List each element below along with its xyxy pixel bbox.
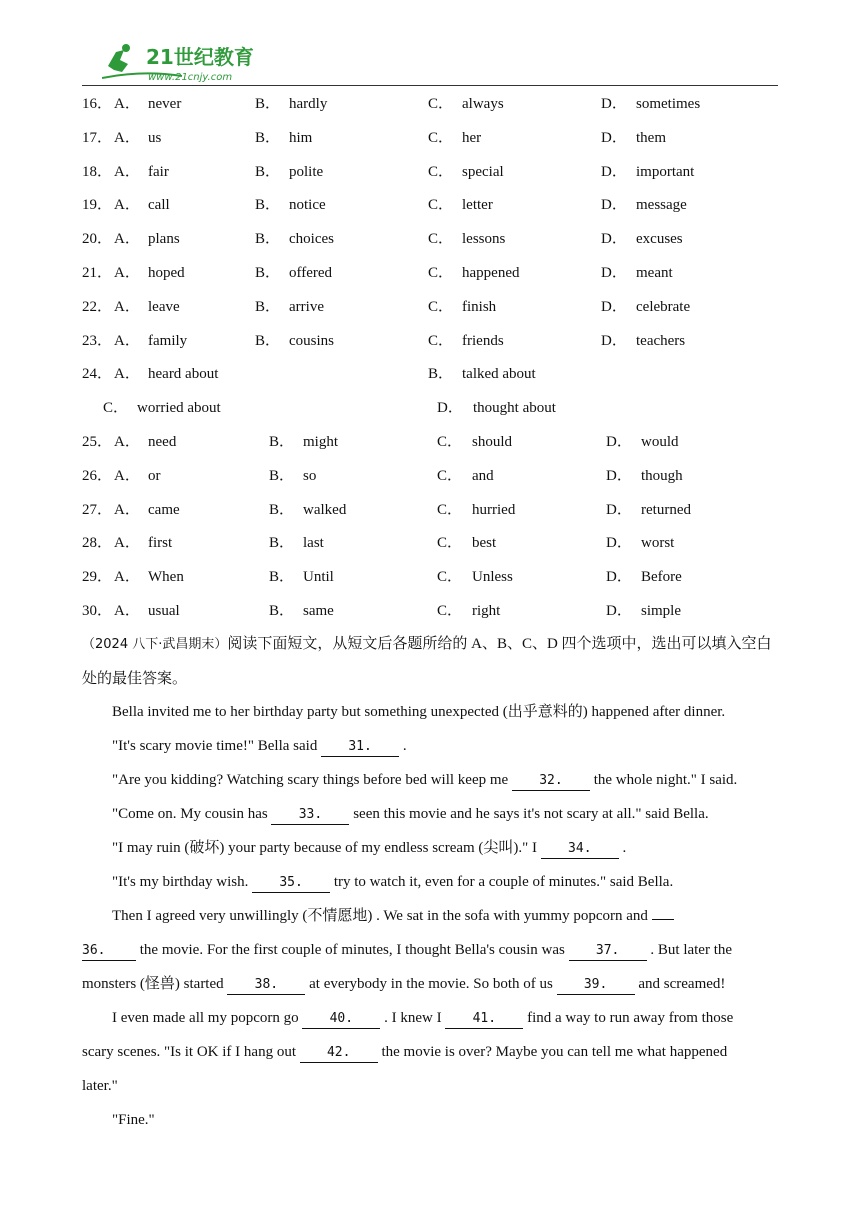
- option-letter: A．: [114, 129, 140, 146]
- option-letter: D．: [606, 467, 632, 484]
- option-letter: A．: [114, 163, 140, 180]
- option-text: happened: [462, 265, 520, 281]
- option-letter: D．: [601, 298, 627, 315]
- option-letter: B．: [255, 163, 281, 180]
- paragraph-text: "It's scary movie time!" Bella said: [112, 738, 322, 754]
- option-letter: C．: [103, 400, 129, 416]
- option-letter: B．: [269, 603, 295, 619]
- option-text: need: [148, 434, 177, 450]
- logo-icon: [102, 40, 272, 84]
- paragraph-text: "I may ruin (破坏) your party because of my endless scream (尖叫)." I: [112, 840, 541, 856]
- instruction-text: 阅读下面短文，从短文后各题所给的 A、B、C、D 四个选项中，选出可以填入空白处的最佳答案。: [82, 636, 772, 687]
- option-text: sometimes: [636, 96, 701, 112]
- option-text: teachers: [636, 332, 686, 349]
- blank-36-start: [652, 919, 674, 920]
- option-letter: A．: [114, 332, 140, 349]
- question-number: 17．: [82, 129, 113, 146]
- paragraph-text: "Are you kidding? Watching scary things before bed will keep me: [112, 772, 512, 788]
- blank-31: 31.: [321, 738, 399, 757]
- option-letter: A．: [114, 366, 140, 382]
- blank-32: 32.: [512, 772, 590, 791]
- page-header: [82, 40, 778, 86]
- blank-37: 37.: [569, 942, 647, 961]
- passage-paragraph-cont: [82, 933, 782, 967]
- option-text: talked about: [462, 366, 536, 382]
- option-text: last: [303, 535, 324, 552]
- option-letter: A．: [114, 231, 140, 248]
- passage-paragraph: [82, 1001, 812, 1035]
- option-text: them: [636, 129, 666, 146]
- option-letter: A．: [114, 434, 140, 450]
- option-text: fair: [148, 163, 169, 180]
- option-text: her: [462, 129, 482, 146]
- passage-paragraph-cont: [82, 1035, 782, 1069]
- option-text: excuses: [636, 231, 683, 248]
- paragraph-text: "It's my birthday wish.: [112, 874, 253, 890]
- paragraph-text: seen this movie and he says it's not scary at all." said Bella.: [349, 806, 709, 822]
- logo-subtext: www.21cnjy.com: [148, 72, 233, 83]
- paragraph-text: . But later the: [646, 942, 733, 958]
- option-text: should: [472, 434, 513, 450]
- option-text: important: [636, 163, 695, 180]
- paragraph-text: Then I agreed very unwillingly (不情愿地) . We sat in the sofa with yummy popcorn and: [112, 908, 652, 924]
- option-text: letter: [462, 197, 493, 214]
- option-text: leave: [148, 298, 180, 315]
- option-letter: D．: [601, 231, 627, 248]
- option-letter: C．: [428, 96, 454, 112]
- option-letter: A．: [114, 265, 140, 281]
- option-letter: D．: [606, 603, 632, 619]
- question-number: 21．: [82, 265, 113, 281]
- passage-paragraph: [82, 865, 812, 899]
- option-letter: A．: [114, 535, 140, 552]
- passage-paragraph-cont: [82, 967, 782, 1001]
- option-letter: C．: [437, 467, 463, 484]
- option-letter: A．: [114, 501, 140, 518]
- option-letter: B．: [255, 231, 281, 248]
- passage-paragraph: [82, 695, 812, 729]
- option-letter: B．: [255, 197, 281, 214]
- option-letter: C．: [437, 603, 463, 619]
- option-text: polite: [289, 163, 324, 180]
- option-letter: D．: [606, 535, 632, 552]
- blank-39: 39.: [557, 976, 635, 995]
- option-text: finish: [462, 298, 497, 315]
- paragraph-text: monsters (怪兽) started: [82, 976, 228, 992]
- blank-38: 38.: [227, 976, 305, 995]
- option-letter: B．: [255, 332, 281, 349]
- option-text: or: [148, 467, 161, 484]
- option-text: might: [303, 434, 339, 450]
- blank-33: 33.: [271, 806, 349, 825]
- option-text: never: [148, 96, 182, 112]
- option-text: notice: [289, 197, 326, 214]
- paragraph-text: at everybody in the movie. So both of us: [305, 976, 557, 992]
- paragraph-text: and screamed!: [634, 976, 726, 992]
- option-text: Unless: [472, 569, 513, 586]
- option-text: choices: [289, 231, 334, 248]
- option-text: Before: [641, 569, 682, 586]
- option-letter: B．: [269, 434, 295, 450]
- passage-paragraph: [82, 899, 812, 933]
- option-text: celebrate: [636, 298, 691, 315]
- option-text: hurried: [472, 501, 516, 518]
- blank-42: 42.: [300, 1044, 378, 1063]
- option-letter: C．: [428, 129, 454, 146]
- paragraph-text: try to watch it, even for a couple of minutes." said Bella.: [330, 874, 674, 890]
- option-letter: A．: [114, 96, 140, 112]
- blank-36: 36.: [82, 942, 136, 961]
- option-text: message: [636, 197, 687, 214]
- question-number: 24．: [82, 366, 113, 382]
- option-text: though: [641, 467, 683, 484]
- option-text: arrive: [289, 298, 324, 315]
- option-letter: D．: [606, 501, 632, 518]
- option-letter: D．: [606, 569, 632, 586]
- option-letter: D．: [606, 434, 632, 450]
- option-text: us: [148, 129, 162, 146]
- option-text: worried about: [137, 400, 221, 416]
- option-letter: D．: [437, 400, 463, 416]
- paragraph-text: find a way to run away from those: [523, 1010, 734, 1026]
- option-letter: C．: [428, 163, 454, 180]
- option-letter: B．: [255, 129, 281, 146]
- question-number: 30．: [82, 603, 113, 619]
- option-letter: B．: [255, 96, 281, 112]
- option-letter: D．: [601, 96, 627, 112]
- option-text: hoped: [148, 265, 185, 281]
- option-text: first: [148, 535, 173, 552]
- option-letter: A．: [114, 569, 140, 586]
- option-letter: C．: [428, 332, 454, 349]
- option-letter: C．: [428, 298, 454, 315]
- option-letter: D．: [601, 197, 627, 214]
- logo-text: 21世纪教育: [146, 45, 254, 69]
- paragraph-text: I even made all my popcorn go: [112, 1010, 303, 1026]
- passage-paragraph: [82, 729, 812, 763]
- option-letter: C．: [428, 231, 454, 248]
- option-text: hardly: [289, 96, 328, 112]
- option-text: same: [303, 603, 334, 619]
- question-number: 28．: [82, 535, 113, 552]
- option-text: cousins: [289, 332, 334, 349]
- option-text: Until: [303, 569, 334, 586]
- option-text: so: [303, 467, 317, 484]
- option-letter: D．: [601, 265, 627, 281]
- option-letter: B．: [255, 298, 281, 315]
- paragraph-text: the whole night." I said.: [589, 772, 738, 788]
- question-number: 23．: [82, 332, 113, 349]
- option-letter: D．: [601, 163, 627, 180]
- option-text: always: [462, 96, 504, 112]
- option-letter: A．: [114, 467, 140, 484]
- section-instructions: [82, 627, 782, 696]
- passage-paragraph: [82, 797, 812, 831]
- option-text: would: [641, 434, 679, 450]
- question-number: 27．: [82, 501, 113, 518]
- paragraph-text: "Fine.": [112, 1112, 155, 1128]
- paragraph-text: .: [618, 840, 627, 856]
- option-text: offered: [289, 265, 333, 281]
- option-text: returned: [641, 501, 691, 518]
- option-text: and: [472, 467, 494, 484]
- option-letter: B．: [428, 366, 454, 382]
- option-letter: C．: [437, 501, 463, 518]
- question-number: 26．: [82, 467, 113, 484]
- option-text: worst: [641, 535, 675, 552]
- option-letter: A．: [114, 197, 140, 214]
- paragraph-text: the movie is over? Maybe you can tell me what happened: [377, 1044, 728, 1060]
- option-text: came: [148, 501, 180, 518]
- question-number: 18．: [82, 163, 113, 180]
- option-letter: B．: [255, 265, 281, 281]
- question-number: 29．: [82, 569, 113, 586]
- option-letter: B．: [269, 501, 295, 518]
- option-letter: D．: [601, 332, 627, 349]
- passage-paragraph-cont: [82, 1069, 782, 1103]
- option-text: walked: [303, 501, 347, 518]
- option-text: call: [148, 197, 170, 214]
- option-text: friends: [462, 332, 504, 349]
- paragraph-text: scary scenes. "Is it OK if I hang out: [82, 1044, 300, 1060]
- blank-40: 40.: [302, 1010, 380, 1029]
- blank-35: 35.: [252, 874, 330, 893]
- blank-34: 34.: [541, 840, 619, 859]
- question-number: 25．: [82, 434, 113, 450]
- option-letter: C．: [437, 434, 463, 450]
- option-text: thought about: [473, 400, 556, 416]
- option-letter: C．: [428, 265, 454, 281]
- paragraph-text: the movie. For the first couple of minutes, I thought Bella's cousin was: [136, 942, 569, 958]
- option-text: family: [148, 332, 188, 349]
- option-letter: A．: [114, 603, 140, 619]
- option-text: him: [289, 129, 313, 146]
- passage-paragraph: [82, 1103, 812, 1137]
- option-letter: A．: [114, 298, 140, 315]
- option-letter: C．: [437, 569, 463, 586]
- question-number: 19．: [82, 197, 113, 214]
- paragraph-text: later.": [82, 1078, 118, 1094]
- option-letter: C．: [428, 197, 454, 214]
- blank-41: 41.: [445, 1010, 523, 1029]
- question-number: 22．: [82, 298, 113, 315]
- option-letter: B．: [269, 535, 295, 552]
- option-letter: B．: [269, 467, 295, 484]
- option-text: right: [472, 603, 501, 619]
- source-label: （2024 八下·武昌期末）: [82, 637, 228, 652]
- passage-paragraph: [82, 763, 812, 797]
- option-text: usual: [148, 603, 180, 619]
- question-number: 16．: [82, 96, 113, 112]
- option-text: lessons: [462, 231, 506, 248]
- option-letter: C．: [437, 535, 463, 552]
- paragraph-text: . I knew I: [380, 1010, 446, 1026]
- option-text: plans: [148, 231, 180, 248]
- paragraph-text: .: [399, 738, 407, 754]
- option-letter: B．: [269, 569, 295, 586]
- option-text: When: [148, 569, 184, 586]
- header-divider: [82, 85, 778, 86]
- option-letter: D．: [601, 129, 627, 146]
- paragraph-text: Bella invited me to her birthday party but something unexpected (出乎意料的) happened after dinner.: [112, 704, 726, 720]
- option-text: best: [472, 535, 497, 552]
- paragraph-text: "Come on. My cousin has: [112, 806, 272, 822]
- option-text: simple: [641, 603, 681, 619]
- option-text: heard about: [148, 366, 219, 382]
- passage-paragraph: [82, 831, 812, 865]
- option-text: meant: [636, 265, 673, 281]
- option-text: special: [462, 163, 504, 180]
- question-number: 20．: [82, 231, 113, 248]
